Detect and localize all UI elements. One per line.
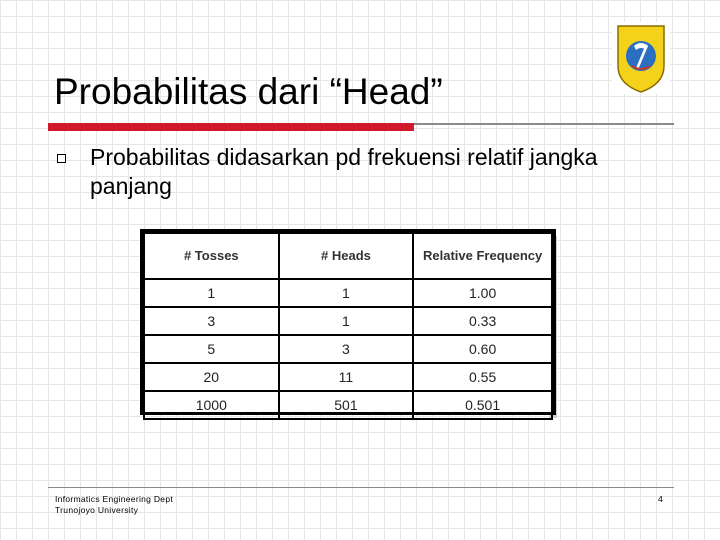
cell-tosses: 20	[144, 363, 279, 391]
table-row	[144, 307, 552, 335]
title-accent-bar	[48, 123, 414, 131]
table-row	[144, 363, 552, 391]
cell-relative-frequency: 0.33	[413, 307, 552, 335]
table-header-row	[144, 233, 552, 279]
table-row	[144, 335, 552, 363]
header-relative-frequency: Relative Frequency	[413, 233, 552, 279]
table-row	[144, 279, 552, 307]
slide-title: Probabilitas dari “Head”	[54, 71, 443, 112]
cell-relative-frequency: 0.55	[413, 363, 552, 391]
university-crest-logo	[612, 22, 670, 94]
cell-heads: 501	[279, 391, 414, 419]
cell-heads: 1	[279, 307, 414, 335]
cell-relative-frequency: 1.00	[413, 279, 552, 307]
header-tosses: # Tosses	[144, 233, 279, 279]
footer-institution	[55, 494, 173, 516]
footer-department: Informatics Engineering Dept	[55, 494, 174, 504]
cell-tosses: 5	[144, 335, 279, 363]
cell-heads: 1	[279, 279, 414, 307]
header-heads: # Heads	[279, 233, 414, 279]
cell-relative-frequency: 0.501	[413, 391, 552, 419]
cell-heads: 3	[279, 335, 414, 363]
cell-tosses: 3	[144, 307, 279, 335]
table-row	[144, 391, 552, 419]
frequency-table	[140, 229, 556, 415]
footer-divider	[48, 487, 674, 488]
footer-university: Trunojoyo University	[55, 505, 139, 515]
bullet-text: Probabilitas didasarkan pd frekuensi relatif jangka panjang	[90, 144, 598, 199]
cell-tosses: 1000	[144, 391, 279, 419]
cell-relative-frequency: 0.60	[413, 335, 552, 363]
hollow-square-bullet-icon	[57, 154, 66, 163]
cell-heads: 11	[279, 363, 414, 391]
cell-tosses: 1	[144, 279, 279, 307]
page-number: 4	[658, 494, 663, 504]
